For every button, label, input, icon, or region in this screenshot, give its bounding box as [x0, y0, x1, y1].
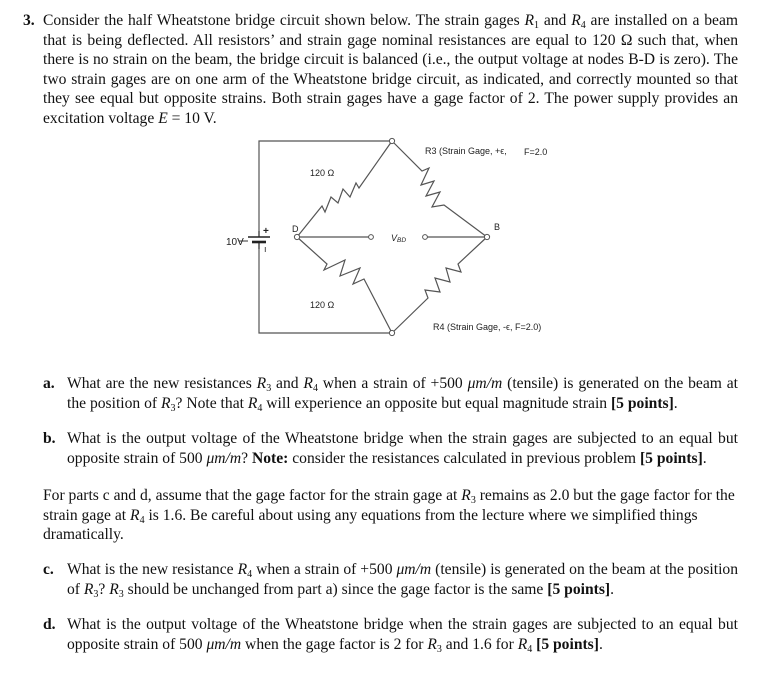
r3-label: R3 (Strain Gage, +ϵ,	[425, 146, 507, 156]
terminal-vbd-right	[423, 235, 428, 240]
var-r1: $R_1$	[524, 12, 540, 31]
node-bottom	[389, 330, 394, 335]
battery-minus-sign: ı	[264, 244, 267, 254]
r4-label: R4 (Strain Gage, -ϵ, F=2.0)	[433, 322, 542, 332]
node-d	[294, 234, 299, 239]
terminal-vbd-left	[369, 235, 374, 240]
question-c-label: c.	[43, 561, 54, 578]
question-d: d. What is the output voltage of the Wheatstone bridge when the strain gages are subjected to an equal but opposite strain of 500 μm/m when the gage factor is 2 for $R_3$ and 1.6 for $R_4$ [5 points].	[43, 616, 738, 655]
question-b-points: [5 points]	[639, 449, 703, 467]
resistor-top-left	[297, 141, 392, 237]
battery-voltage-label: 10V	[226, 237, 244, 248]
node-b	[484, 234, 489, 239]
var-r4: $R_4$	[571, 12, 586, 31]
question-c-points: [5 points]	[547, 580, 611, 598]
vbd-label: VBD	[391, 233, 407, 244]
node-top	[389, 138, 394, 143]
battery-plus-sign: +	[263, 226, 269, 237]
wire-top	[259, 141, 392, 231]
resistor-top-left-label: 120 Ω	[310, 168, 335, 178]
problem-statement: 3. Consider the half Wheatstone bridge circuit shown below. The strain gages $R_1$ and $R_4$ are installed on a beam that is being deflected. All resistors’ and strain gage nominal resistances are equal to 120 Ω such that, when there is no strain on the beam, the bridge circuit is balanced (i.e., the output voltage at nodes B-D is zero). The two strain gages are on one arm of the Wheatstone bridge circuit, as indicated, and correctly mounted so that they see equal but opposite strains. Both strain gages have a gage factor of 2. The power supply provides an excitation voltage E = 10 V.	[23, 12, 738, 127]
resistor-bottom-left	[297, 237, 392, 333]
r3-gage-factor: F=2.0	[524, 147, 548, 157]
resistor-bottom-left-label: 120 Ω	[310, 300, 335, 310]
node-b-label: B	[494, 222, 501, 232]
resistor-r4	[392, 237, 487, 333]
question-a-label: a.	[43, 375, 55, 392]
question-b-label: b.	[43, 430, 56, 447]
question-a: a. What are the new resistances $R_3$ and $R_4$ when a strain of +500 μm/m (tensile) is generated on the beam at the position of $R_3$? Note that $R_4$ will experience an opposite but equal magnitude strain [5 points].	[43, 375, 739, 414]
wire-bottom	[259, 249, 392, 333]
parts-cd-intro: For parts c and d, assume that the gage factor for the strain gage at $R_3$ remains as 2.0 but the gage factor for the strain gage at $R_4$ is 1.6. Be careful about using any equations from the lecture where we simplified things dramatically.	[43, 487, 735, 544]
question-b: b. What is the output voltage of the Wheatstone bridge when the strain gages are subjected to an equal but opposite strain of 500 μm/m? Note: consider the resistances calculated in previous problem [5 points].	[43, 430, 738, 467]
problem-number: 3.	[23, 12, 35, 29]
question-a-points: [5 points]	[610, 394, 674, 412]
question-d-points: [5 points]	[536, 635, 599, 653]
question-c: c. What is the new resistance $R_4$ when a strain of +500 μm/m (tensile) is generated on the beam at the position of $R_3$? $R_3$ should be unchanged from part a) since the gage factor is the same [5 points].	[43, 561, 738, 600]
var-e: E	[158, 109, 168, 127]
node-d-label: D	[292, 224, 299, 234]
question-d-label: d.	[43, 616, 56, 633]
